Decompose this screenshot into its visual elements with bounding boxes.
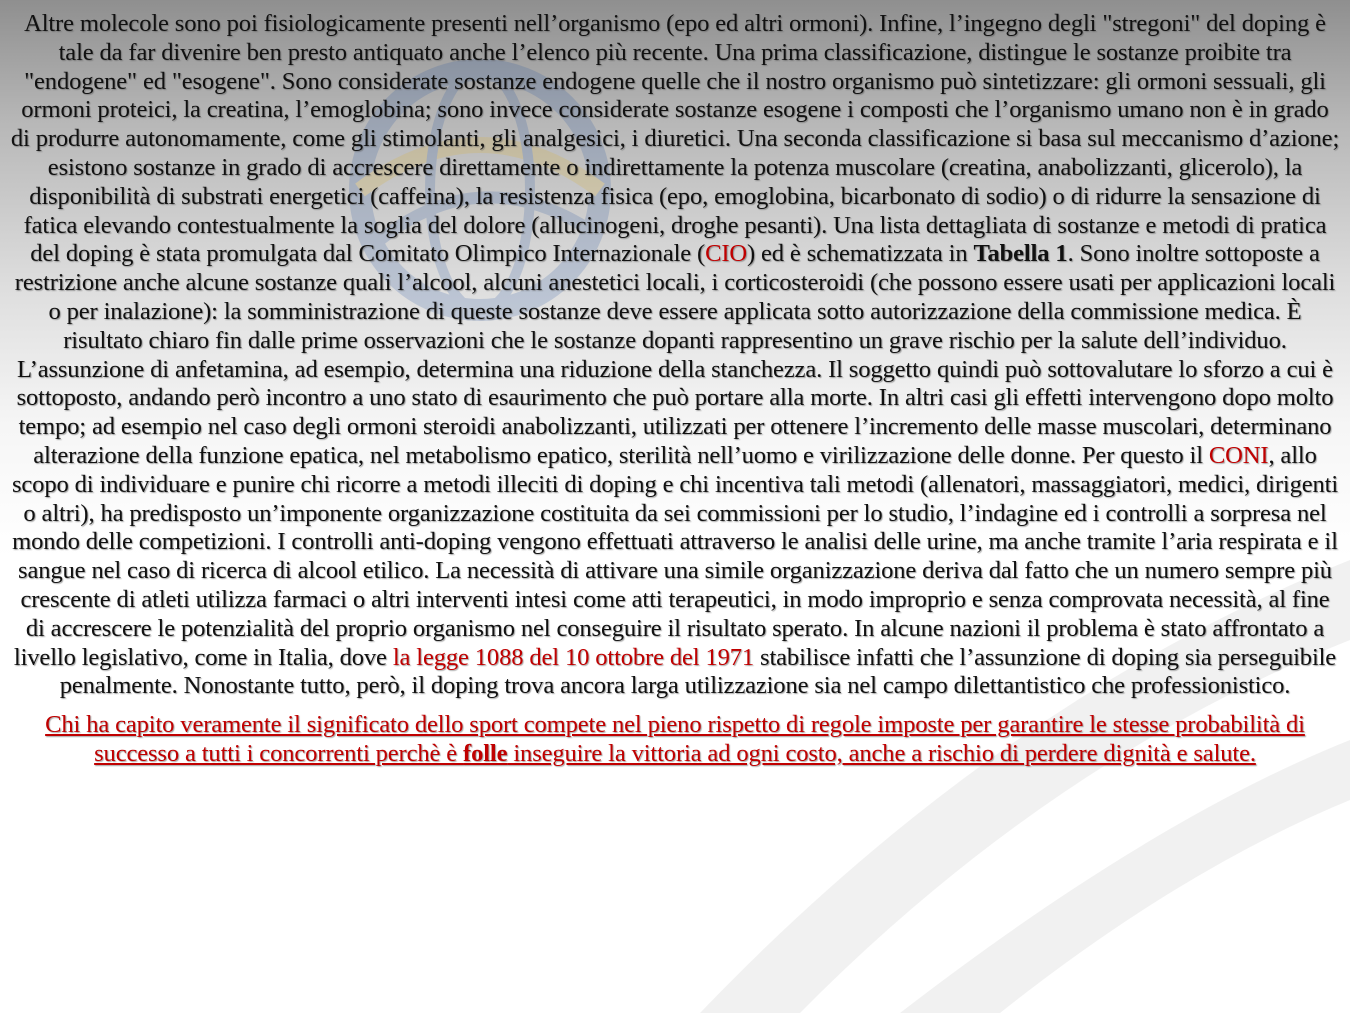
text-segment: Altre molecole sono poi fisiologicamente presenti nell’organismo (epo ed altri ormoni). Infine, l’ingegno degli "stregoni" del doping è tale da far divenire ben presto antiquato anche l’elenco più recente. Una prima classificazione, distingue le sostanze proibite tra "endogene" ed "esogene". Sono considerate sostanze endogene quelle che il nostro organismo può sintetizzare: gli ormoni sessuali, gli ormoni proteici, la creatina, l’emoglobina; sono invece considerate sostanze esogene i composti che l’organismo umano non è in grado di produrre autonomamente, come gli stimolanti, gli analgesici, i diuretici. Una seconda classificazione si basa sul meccanismo d’azione; esistono sostanze in grado di accrescere direttamente o indirettamente la potenza muscolare (creatina, anabolizzanti, glicerolo), la disponibilità di substrati energetici (caffeina), la resistenza fisica (epo, emoglobina, bicarbonato di sodio) o di ridurre la sensazione di fatica elevando contestualmente la soglia del dolore (allucinogeni, droghe pesanti). Una lista dettagliata di sostanze e metodi di pratica del doping è stata promulgata dal Comitato Olimpico Internazionale ( <box>10 10 1340 268</box>
table-reference: Tabella 1 <box>973 240 1068 268</box>
law-reference: la legge 1088 del 10 ottobre del 1971 <box>392 643 755 671</box>
text-segment: . Sono inoltre sottoposte a restrizione anche alcune sostanze quali l’alcool, alcuni anestetici locali, i corticosteroidi (che possono essere usati per applicazioni locali o per inalazione): la somministrazione di queste sostanze deve essere applicata sotto autorizzazione della commissione medica. È risultato chiaro fin dalle prime osservazioni che le sostanze dopanti rappresentino un grave rischio per la salute dell’individuo. L’assunzione di anfetamina, ad esempio, determina una riduzione della stanchezza. Il soggetto quindi può sottovalutare lo sforzo a cui è sottoposto, andando però incontro a uno stato di esaurimento che può portare alla morte. In altri casi gli effetti intervengono dopo molto tempo; ad esempio nel caso degli ormoni steroidi anabolizzanti, utilizzati per ottenere l’incremento delle masse muscolari, determinano alterazione della funzione epatica, nel metabolismo epatico, sterilità nell’uomo e virilizzazione delle donne. Per questo il <box>14 240 1336 469</box>
text-segment: Chi ha capito veramente il significato dello sport compete nel pieno rispetto di regole imposte per garantire le stesse probabilità di successo a tutti i concorrenti perchè è <box>45 711 1305 767</box>
emphasis-word: folle <box>463 739 508 767</box>
conclusion-statement <box>10 711 1340 769</box>
slide-content <box>10 10 1340 769</box>
body-paragraph <box>10 10 1340 701</box>
text-segment: stabilisce infatti che l’assunzione di doping sia perseguibile penalmente. Nonostante tutto, però, il doping trova ancora larga utilizzazione sia nel campo dilettantistico che professionistico. <box>59 643 1337 700</box>
text-segment: ) ed è schematizzata in <box>746 240 974 268</box>
text-segment: , allo scopo di individuare e punire chi ricorre a metodi illeciti di doping e chi incentiva tali metodi (allenatori, massaggiatori, medici, dirigenti o altri), ha predisposto un’imponente organizzazione costituita da sei commissioni per lo studio, l’indagine ed i controlli a sorpresa nel mondo delle competizioni. I controlli anti-doping vengono effettuati attraverso le analisi delle urine, ma anche tramite l’aria respirata e il sangue nel caso di ricerca di alcool etilico. La necessità di attivare una simile organizzazione deriva dal fatto che un numero sempre più crescente di atleti utilizza farmaci o altri interventi intesi come atti terapeutici, in modo improprio e senza comprovata necessità, al fine di accrescere le potenzialità del proprio organismo nel conseguire il risultato sperato. In alcune nazioni il problema è stato affrontato a livello legislativo, come in Italia, dove <box>11 441 1339 671</box>
cio-acronym: CIO <box>705 240 747 268</box>
text-segment: inseguire la vittoria ad ogni costo, anche a rischio di perdere dignità e salute. <box>507 739 1256 767</box>
coni-acronym: CONI <box>1208 441 1269 469</box>
